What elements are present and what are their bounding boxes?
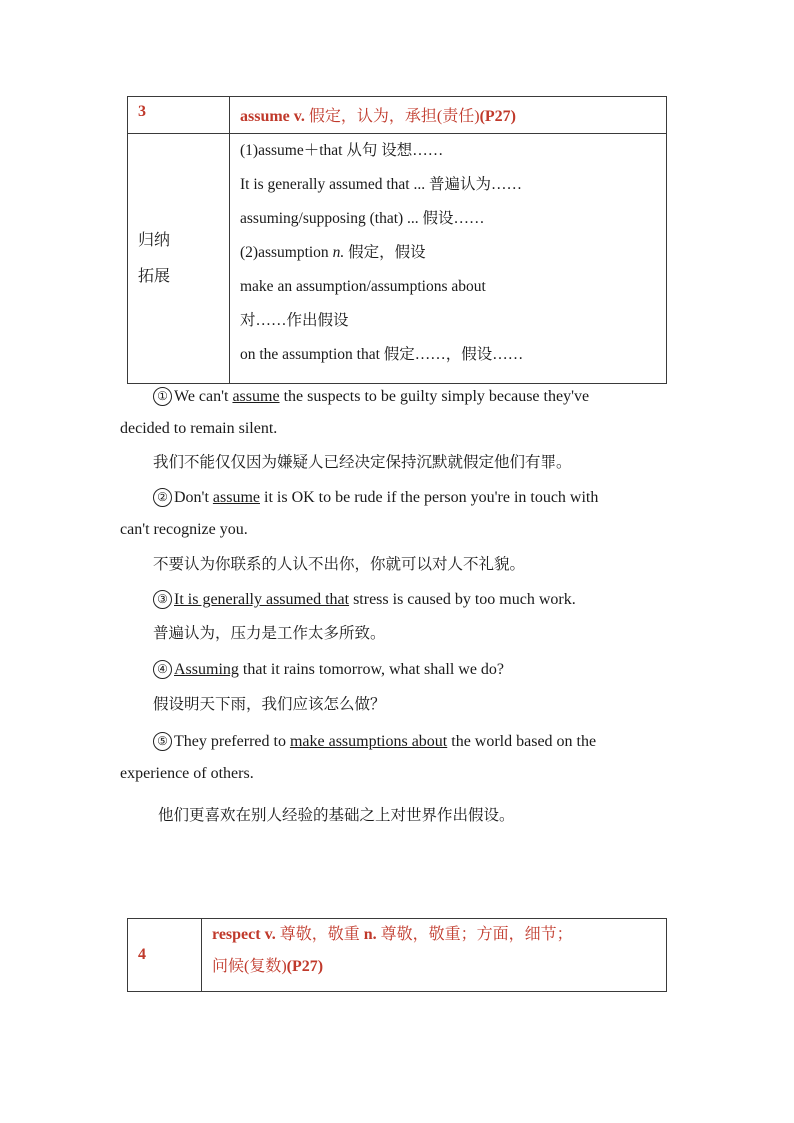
usage-notes (230, 134, 667, 384)
example-1-translation: 我们不能仅仅因为嫌疑人已经决定保持沉默就假定他们有罪。 (153, 453, 572, 471)
headword: assume v. (240, 108, 305, 125)
usage-line: (1)assume＋that 从句 设想…… (240, 142, 444, 159)
entry-3-table (127, 96, 667, 384)
example-key-phrase: make assumptions about (289, 733, 448, 750)
entry-heading (202, 919, 667, 992)
usage-line: It is generally assumed that ... 普遍认为…… (240, 176, 522, 193)
example-4-line-1 (153, 659, 504, 681)
label-line-1: 归纳 (138, 231, 171, 249)
example-key-phrase: Assuming (174, 661, 239, 678)
example-number: ④ (153, 660, 172, 679)
example-2-translation: 不要认为你联系的人认不出你，你就可以对人不礼貌。 (153, 555, 526, 573)
example-number: ② (153, 488, 172, 507)
example-number: ③ (153, 590, 172, 609)
usage-word: (2)assumption (240, 244, 333, 261)
page-ref: (P27) (286, 958, 324, 975)
headword: respect v. (212, 926, 276, 943)
usage-line: make an assumption/assumptions about (240, 278, 486, 295)
example-5-line-2: experience of others. (120, 765, 254, 782)
noun-meaning-2: 问候(复数) (212, 958, 287, 975)
example-text: We can't (174, 388, 233, 405)
example-3-line-1 (153, 589, 576, 611)
example-2-line-2: can't recognize you. (120, 521, 248, 538)
usage-line-assumption (240, 242, 666, 276)
entry-number: 4 (128, 919, 202, 992)
example-key-phrase: assume (232, 388, 280, 405)
usage-meaning: 假定，假设 (344, 244, 426, 261)
example-1-line-2: decided to remain silent. (120, 420, 278, 437)
usage-pos: n. (332, 244, 345, 261)
noun-meaning: 尊敬，敬重；方面，细节； (376, 926, 573, 943)
example-text: the suspects to be guilty simply because they've (279, 388, 590, 405)
noun-pos: n. (363, 926, 377, 943)
entry-4-table (127, 918, 667, 992)
example-text: Don't (174, 489, 213, 506)
example-text: stress is caused by too much work. (349, 591, 576, 608)
example-key-phrase: It is generally assumed that (174, 591, 350, 608)
usage-line: 对……作出假设 (240, 312, 349, 329)
example-key-phrase: assume (212, 489, 260, 506)
example-1-line-1 (153, 386, 589, 408)
example-text: it is OK to be rude if the person you're in touch with (260, 489, 599, 506)
entry-number: 3 (128, 97, 230, 134)
page-ref: (P27) (479, 108, 517, 125)
usage-line: assuming/supposing (that) ... 假设…… (240, 210, 485, 227)
example-text: They preferred to (174, 733, 290, 750)
example-number: ⑤ (153, 732, 172, 751)
example-5-line-1 (153, 731, 596, 753)
example-number: ① (153, 387, 172, 406)
example-2-line-1 (153, 487, 598, 509)
section-label (128, 134, 230, 384)
usage-line: on the assumption that 假定……，假设…… (240, 346, 524, 363)
example-text: that it rains tomorrow, what shall we do? (238, 661, 505, 678)
example-3-translation: 普遍认为，压力是工作太多所致。 (153, 624, 386, 642)
label-line-2: 拓展 (138, 267, 171, 285)
entry-heading (230, 97, 667, 134)
verb-meaning: 尊敬，敬重 (275, 926, 364, 943)
example-4-translation: 假设明天下雨，我们应该怎么做？ (153, 695, 386, 713)
example-5-translation: 他们更喜欢在别人经验的基础之上对世界作出假设。 (158, 806, 515, 824)
example-text: the world based on the (447, 733, 597, 750)
headword-meaning: 假定，认为，承担(责任) (308, 108, 480, 125)
